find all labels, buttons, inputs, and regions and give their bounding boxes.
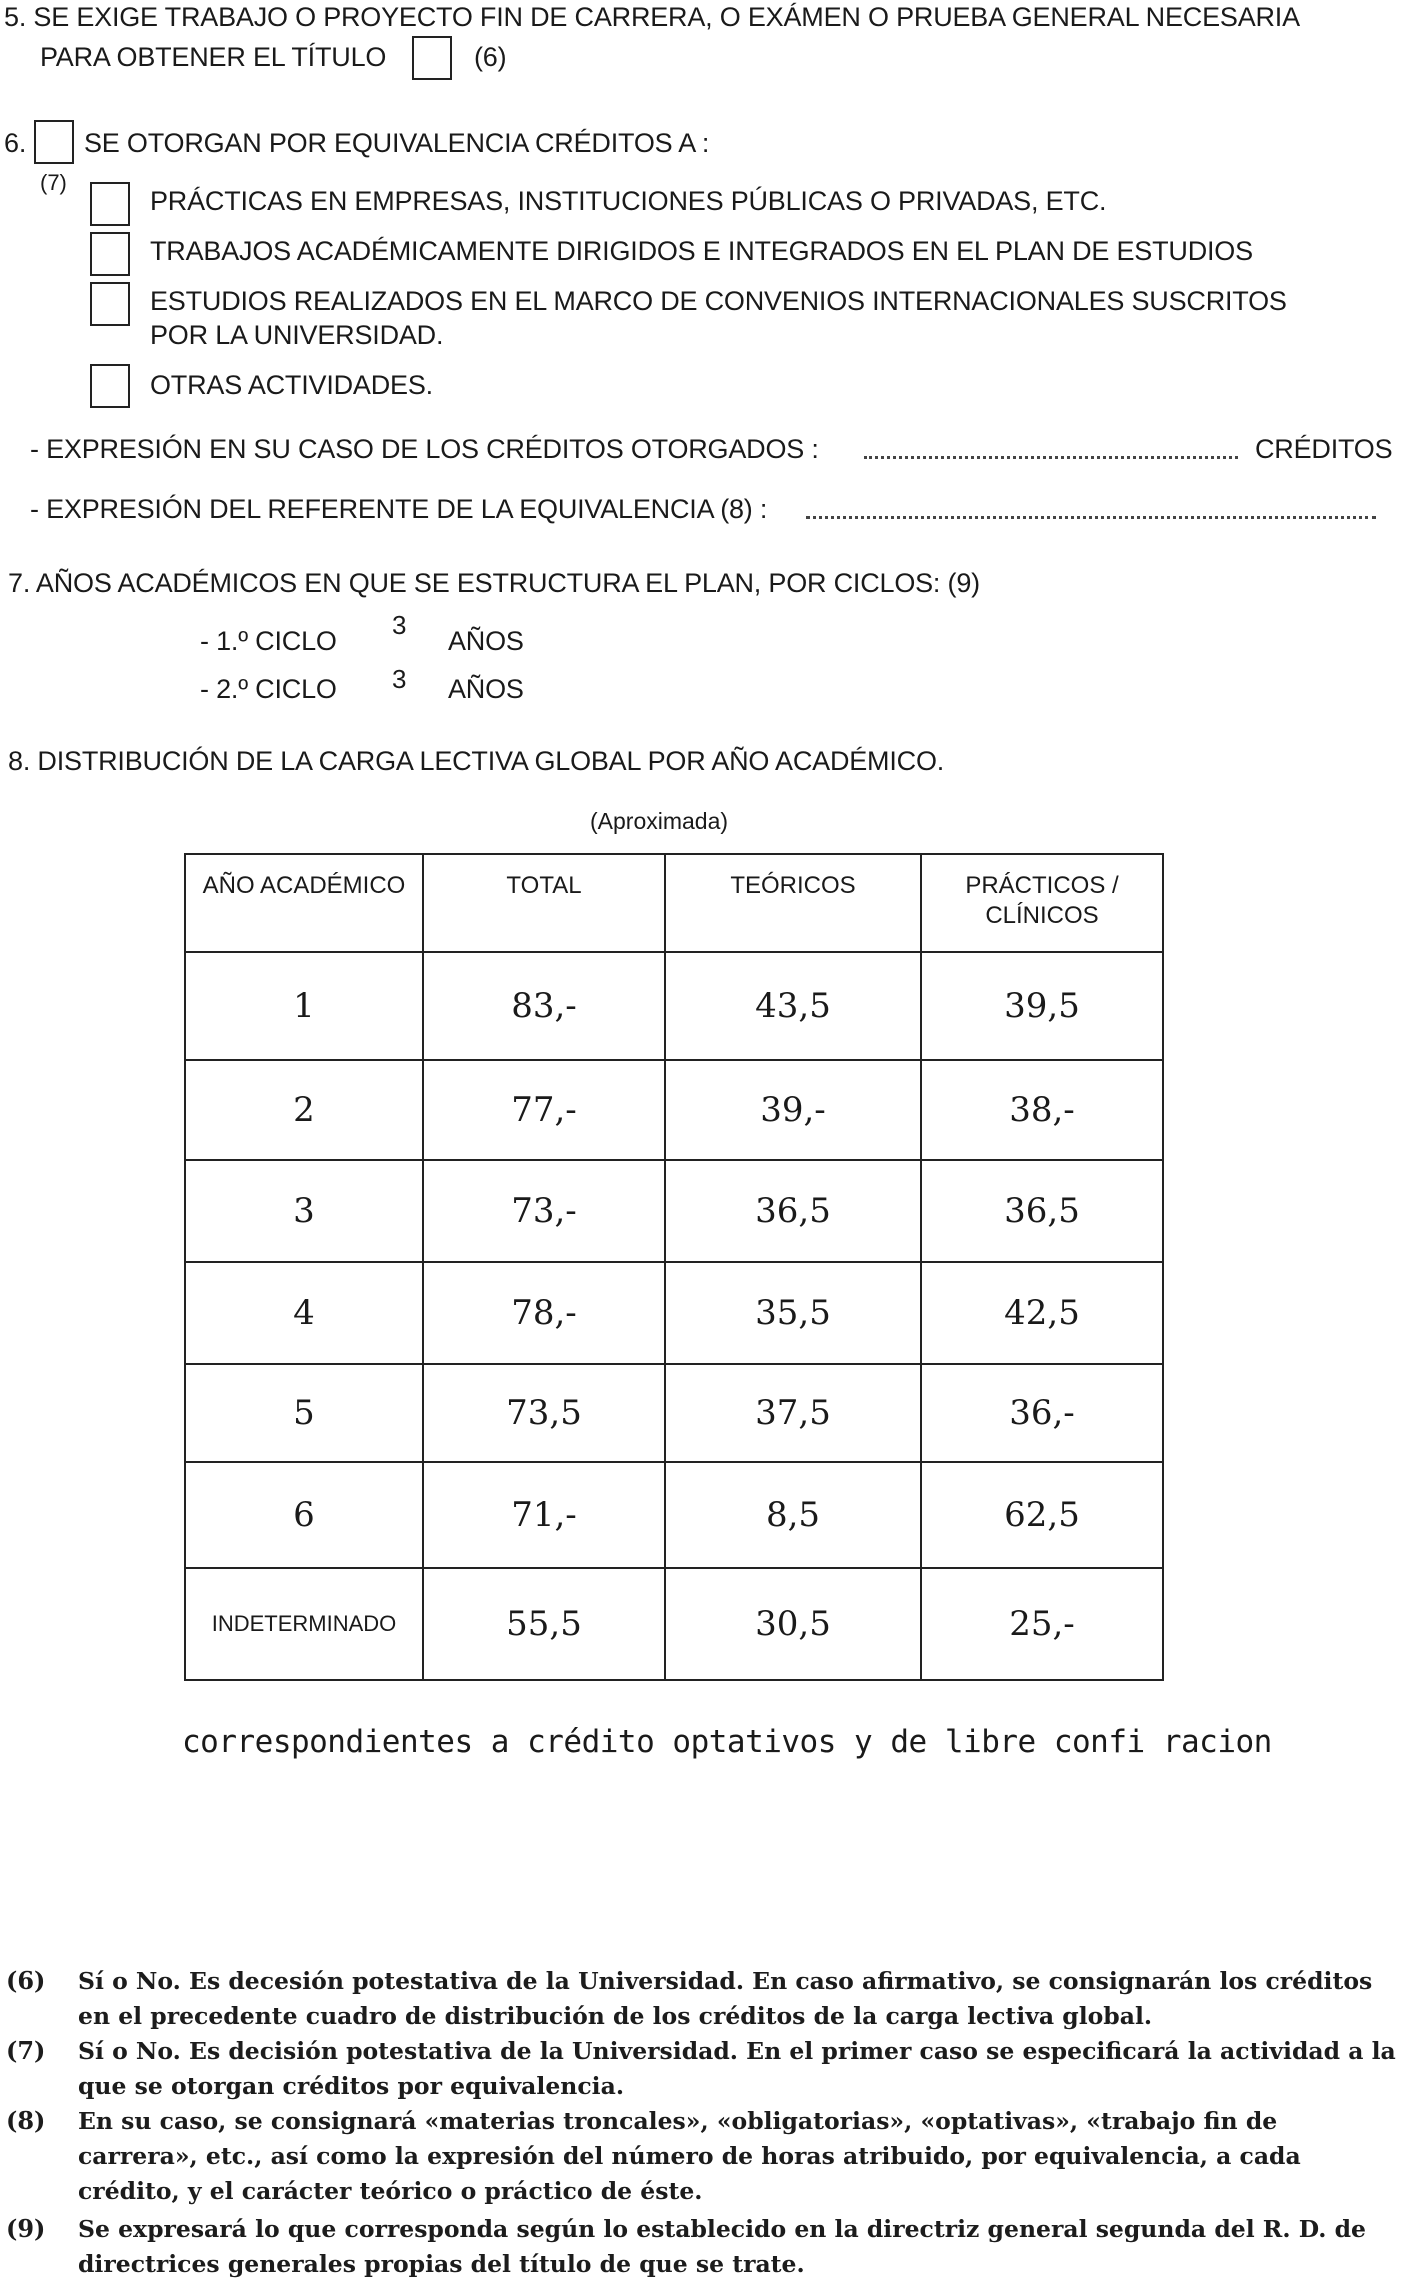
table-row	[185, 1364, 1163, 1462]
section-8-title: 8. DISTRIBUCIÓN DE LA CARGA LECTIVA GLOBAL POR AÑO ACADÉMICO.	[8, 746, 945, 776]
equivalencia-checkbox[interactable]	[34, 120, 74, 164]
creditos-label: - EXPRESIÓN EN SU CASO DE LOS CRÉDITOS OTORGADOS :	[30, 434, 819, 464]
table-row	[185, 1262, 1163, 1364]
cell-teoricos: 39,-	[665, 1060, 921, 1160]
cycle-2-unit: AÑOS	[448, 674, 524, 704]
creditos-unit: CRÉDITOS	[1255, 434, 1393, 464]
header-practicos: PRÁCTICOS / CLÍNICOS	[921, 854, 1163, 952]
otras-checkbox[interactable]	[90, 364, 130, 408]
cell-practicos: 38,-	[921, 1060, 1163, 1160]
titulo-checkbox[interactable]	[412, 36, 452, 80]
section-6-prefix: 6.	[4, 128, 27, 158]
cycle-1-value: 3	[392, 610, 407, 640]
table-row	[185, 1568, 1163, 1680]
footnote-7-text: Sí o No. Es decisión potestativa de la Universidad. En el primer caso se especificará la actividad a la que se otorgan créditos por equivalencia.	[78, 2037, 1396, 2100]
carga-lectiva-table	[184, 853, 1164, 1681]
cell-practicos: 25,-	[921, 1568, 1163, 1680]
referente-input[interactable]	[806, 516, 1376, 519]
cell-practicos: 42,5	[921, 1262, 1163, 1364]
section-5-line-1: 5. SE EXIGE TRABAJO O PROYECTO FIN DE CARRERA, O EXÁMEN O PRUEBA GENERAL NECESARIA	[4, 2, 1300, 32]
cell-total: 71,-	[423, 1462, 665, 1568]
option-estudios: ESTUDIOS REALIZADOS EN EL MARCO DE CONVENIOS INTERNACIONALES SUSCRITOS	[150, 286, 1287, 316]
cell-total: 55,5	[423, 1568, 665, 1680]
cell-year: INDETERMINADO	[185, 1568, 423, 1680]
creditos-input[interactable]	[864, 456, 1238, 459]
footnote-6-text: Sí o No. Es decesión potestativa de la Universidad. En caso afirmativo, se consignarán los créditos en el precedente cuadro de distribución de los créditos de la carga lectiva global.	[78, 1967, 1373, 2030]
cell-year: 1	[185, 952, 423, 1060]
footnote-7-mark: (7)	[6, 2036, 46, 2065]
cycle-2-value: 3	[392, 664, 407, 694]
header-total: TOTAL	[423, 854, 665, 952]
cell-practicos: 36,5	[921, 1160, 1163, 1262]
table-row	[185, 1160, 1163, 1262]
cell-year: 2	[185, 1060, 423, 1160]
cell-total: 77,-	[423, 1060, 665, 1160]
section-5-line-2: PARA OBTENER EL TÍTULO	[40, 42, 387, 72]
cell-teoricos: 30,5	[665, 1568, 921, 1680]
cell-year: 6	[185, 1462, 423, 1568]
cell-teoricos: 36,5	[665, 1160, 921, 1262]
footnotes	[0, 1960, 1412, 2278]
option-otras: OTRAS ACTIVIDADES.	[150, 370, 433, 400]
table-header-row	[185, 854, 1163, 952]
cell-year: 3	[185, 1160, 423, 1262]
header-ano: AÑO ACADÉMICO	[185, 854, 423, 952]
table-row	[185, 952, 1163, 1060]
cell-teoricos: 37,5	[665, 1364, 921, 1462]
cell-teoricos: 8,5	[665, 1462, 921, 1568]
option-trabajos: TRABAJOS ACADÉMICAMENTE DIRIGIDOS E INTEGRADOS EN EL PLAN DE ESTUDIOS	[150, 236, 1253, 266]
section-7-title: 7. AÑOS ACADÉMICOS EN QUE SE ESTRUCTURA EL PLAN, POR CICLOS: (9)	[8, 568, 980, 598]
cell-year: 4	[185, 1262, 423, 1364]
cell-practicos: 36,-	[921, 1364, 1163, 1462]
section-6-ref: (7)	[40, 170, 67, 195]
referente-label: - EXPRESIÓN DEL REFERENTE DE LA EQUIVALENCIA (8) :	[30, 494, 768, 524]
cycle-2-label: - 2.º CICLO	[200, 674, 337, 704]
option-practicas: PRÁCTICAS EN EMPRESAS, INSTITUCIONES PÚBLICAS O PRIVADAS, ETC.	[150, 186, 1107, 216]
footnote-9-text: Se expresará lo que corresponda según lo establecido en la directriz general segunda del R. D. de directrices generales propias del título de que se trate.	[78, 2215, 1366, 2278]
option-estudios-cont: POR LA UNIVERSIDAD.	[150, 320, 444, 350]
footnote-9-mark: (9)	[6, 2214, 46, 2243]
footnote-6-mark: (6)	[6, 1966, 46, 1995]
cell-teoricos: 35,5	[665, 1262, 921, 1364]
footnote-8-mark: (8)	[6, 2106, 46, 2135]
table-row	[185, 1060, 1163, 1160]
table-row	[185, 1462, 1163, 1568]
cell-year: 5	[185, 1364, 423, 1462]
cell-practicos: 39,5	[921, 952, 1163, 1060]
section-5-ref: (6)	[474, 42, 507, 72]
section-8-subtitle: (Aproximada)	[590, 808, 729, 834]
cell-teoricos: 43,5	[665, 952, 921, 1060]
practicas-checkbox[interactable]	[90, 182, 130, 226]
section-6-title: SE OTORGAN POR EQUIVALENCIA CRÉDITOS A :	[84, 128, 710, 158]
trabajos-checkbox[interactable]	[90, 232, 130, 276]
cell-total: 83,-	[423, 952, 665, 1060]
cell-practicos: 62,5	[921, 1462, 1163, 1568]
footnote-8-text: En su caso, se consignará «materias troncales», «obligatorias», «optativas», «trabajo fin de carrera», etc., así como la expresión del número de horas atribuido, por equivalencia, a cada crédito, y el carácter teórico o práctico de éste.	[78, 2107, 1301, 2205]
estudios-checkbox[interactable]	[90, 282, 130, 326]
cycle-1-unit: AÑOS	[448, 626, 524, 656]
cycle-1-label: - 1.º CICLO	[200, 626, 337, 656]
cell-total: 73,5	[423, 1364, 665, 1462]
cell-total: 78,-	[423, 1262, 665, 1364]
header-teoricos: TEÓRICOS	[665, 854, 921, 952]
cell-total: 73,-	[423, 1160, 665, 1262]
table-note: correspondientes a crédito optativos y de libre confi racion	[182, 1724, 1272, 1760]
